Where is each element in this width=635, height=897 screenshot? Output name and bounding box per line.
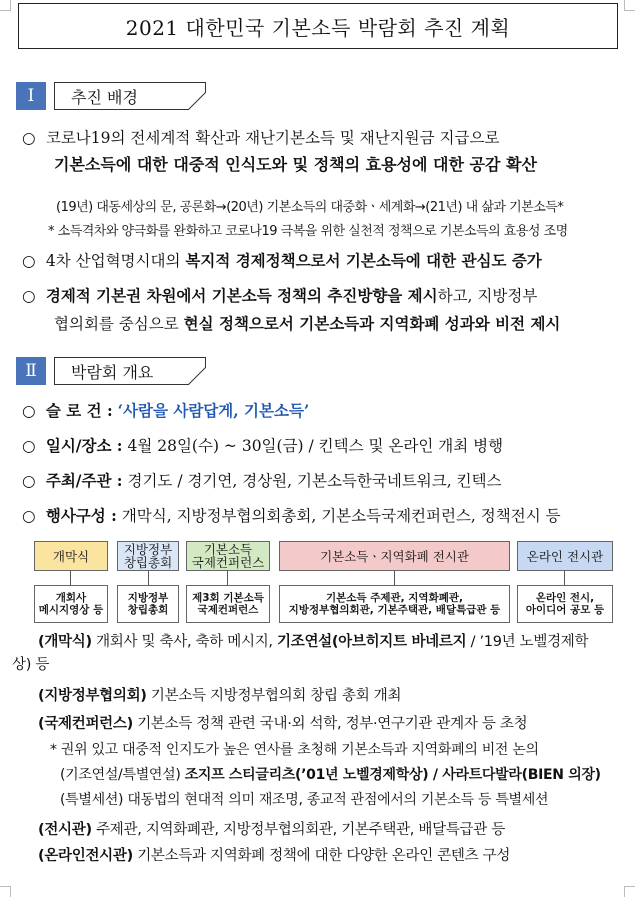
bullet-icon: ○ — [22, 402, 36, 420]
field-label: 주최/주관 : — [45, 471, 123, 490]
detail-text: / ’19년 노벨경제학 — [466, 634, 589, 650]
detail-conference-note2 — [60, 765, 601, 785]
bullet-text-bold: 현실 정책으로서 기본소득과 지역화폐 성과와 비전 제시 — [183, 314, 561, 333]
detail-text: 주제관, 지역화폐관, 지방정부협의회관, 기본주택관, 배달특급관 등 — [91, 822, 505, 838]
overview-date — [22, 436, 503, 456]
field-label: 행사구성 : — [45, 506, 117, 525]
folded-corner-icon — [188, 92, 206, 110]
bullet-icon: ○ — [22, 507, 36, 525]
detail-opening — [38, 632, 588, 652]
detail-council — [38, 686, 401, 706]
section-heading — [54, 82, 206, 110]
detail-exhibition — [38, 820, 505, 840]
bullet-icon: ○ — [22, 129, 36, 147]
bullet-text: 코로나19의 전세계적 확산과 재난기본소득 및 재난지원금 지급으로 — [45, 129, 500, 147]
detail-conference-note1: * 권위 있고 대중적 인지도가 높은 연사를 초청해 기본소득과 지역화폐의 비전 논의 — [50, 742, 539, 758]
field-value: 4월 28일(수) ~ 30일(금) / 킨텍스 및 온라인 개최 병행 — [127, 437, 504, 455]
diagram-top-box: 지방정부 창립총회 — [117, 541, 179, 571]
detail-label: (전시관) — [38, 822, 92, 838]
detail-label: (국제컨퍼런스) — [38, 716, 133, 732]
crop-mark — [624, 886, 635, 897]
section-heading-label: 추진 배경 — [71, 87, 138, 107]
overview-host — [22, 471, 502, 491]
field-label: 일시/장소 : — [45, 436, 123, 455]
detail-opening-line2: 상) 등 — [12, 657, 50, 673]
bullet-icon: ○ — [22, 437, 36, 455]
bullet-icon: ○ — [22, 287, 36, 305]
detail-text-bold: 조지프 스티글리츠(’01년 노벨경제학상) / 사라트다발라(BIEN 의장) — [184, 767, 601, 783]
background-bullet-1-line2 — [54, 155, 537, 175]
folded-corner-icon — [188, 367, 206, 385]
diagram-connector — [70, 571, 71, 585]
detail-text: (기조연설/특별연설) — [60, 767, 185, 783]
diagram-connector — [394, 571, 395, 585]
detail-conference — [38, 714, 527, 734]
crop-mark — [0, 0, 11, 11]
section-number: Ⅰ — [16, 82, 46, 110]
diagram-connector — [564, 571, 565, 585]
diagram-top-box: 온라인 전시관 — [517, 541, 613, 571]
diagram-connector — [148, 571, 149, 585]
bullet-icon: ○ — [22, 472, 36, 490]
field-value: 개막식, 지방정부협의회총회, 기본소득국제컨퍼런스, 정책전시 등 — [121, 507, 561, 525]
overview-events — [22, 506, 561, 526]
diagram-bottom-box: 온라인 전시, 아이디어 공모 등 — [517, 585, 613, 623]
diagram-connector — [227, 571, 228, 585]
overview-slogan — [22, 401, 309, 421]
detail-conference-note3: (특별세션) 대동법의 현대적 의미 재조명, 종교적 관점에서의 기본소득 등 특별세션 — [60, 792, 549, 808]
bullet-text-bold: 경제적 기본권 차원에서 기본소득 정책의 추진방향을 제시 — [45, 286, 438, 305]
background-bullet-3-line2 — [54, 314, 560, 334]
detail-online — [38, 846, 510, 866]
detail-label: (지방정부협의회) — [38, 688, 147, 704]
bullet-text: 하고, 지방정부 — [437, 287, 538, 305]
bullet-text: 4차 산업혁명시대의 — [45, 252, 186, 270]
bullet-text-bold: 복지적 경제정책으로서 기본소득에 대한 관심도 증가 — [185, 251, 542, 270]
field-value: 경기도 / 경기연, 경상원, 기본소득한국네트워크, 킨텍스 — [127, 472, 502, 490]
detail-text: 개회사 및 축사, 축하 메시지, — [91, 634, 278, 650]
note-timeline: (19년) 대동세상의 문, 공론화→(20년) 기본소득의 대중화ㆍ세계화→(21년) 내 삶과 기본소득* — [56, 200, 564, 215]
section-number: Ⅱ — [16, 357, 46, 385]
detail-text: 기본소득 정책 관련 국내·외 석학, 정부·연구기관 관계자 등 초청 — [132, 716, 528, 732]
section-heading-label: 박람회 개요 — [71, 362, 154, 382]
field-label: 슬 로 건 : — [45, 401, 113, 420]
diagram-top-box: 기본소득ㆍ지역화폐 전시관 — [279, 541, 510, 571]
note-footnote: * 소득격차와 양극화를 완화하고 코로나19 극복을 위한 실천적 정책으로 기본소득의 효용성 조명 — [48, 224, 568, 239]
bullet-icon: ○ — [22, 252, 36, 270]
detail-text: 기본소득과 지역화폐 정책에 대한 다양한 온라인 콘텐츠 구성 — [132, 848, 511, 864]
section-heading — [54, 357, 206, 385]
bullet-text: 협의회를 중심으로 — [54, 315, 184, 333]
diagram-top-box: 기본소득 국제컨퍼런스 — [186, 541, 270, 571]
background-bullet-2 — [22, 251, 542, 271]
background-bullet-3 — [22, 286, 537, 306]
slogan-value: ‘사람을 사람답게, 기본소득’ — [117, 401, 310, 420]
background-bullet-1 — [22, 128, 499, 148]
crop-mark — [624, 0, 635, 11]
crop-mark — [0, 886, 11, 897]
diagram-top-box: 개막식 — [34, 541, 108, 571]
diagram-bottom-box: 개회사 메시지영상 등 — [34, 585, 108, 623]
diagram-bottom-box: 제3회 기본소득 국제컨퍼런스 — [186, 585, 270, 623]
document-title: 2021 대한민국 기본소득 박람회 추진 계획 — [18, 3, 618, 49]
detail-text-bold: 기조연설(아브히지트 바네르지 — [277, 634, 467, 650]
detail-label: (개막식) — [38, 634, 92, 650]
bullet-text-bold: 기본소득에 대한 대중적 인식도와 및 정책의 효용성에 대한 공감 확산 — [54, 155, 537, 174]
detail-label: (온라인전시관) — [38, 848, 133, 864]
diagram-bottom-box: 기본소득 주제관, 지역화폐관, 지방정부협의회관, 기본주택관, 배달특급관 등 — [279, 585, 510, 623]
diagram-bottom-box: 지방정부 창립총회 — [117, 585, 179, 623]
detail-text: 기본소득 지방정부협의회 창립 총회 개최 — [146, 688, 402, 704]
